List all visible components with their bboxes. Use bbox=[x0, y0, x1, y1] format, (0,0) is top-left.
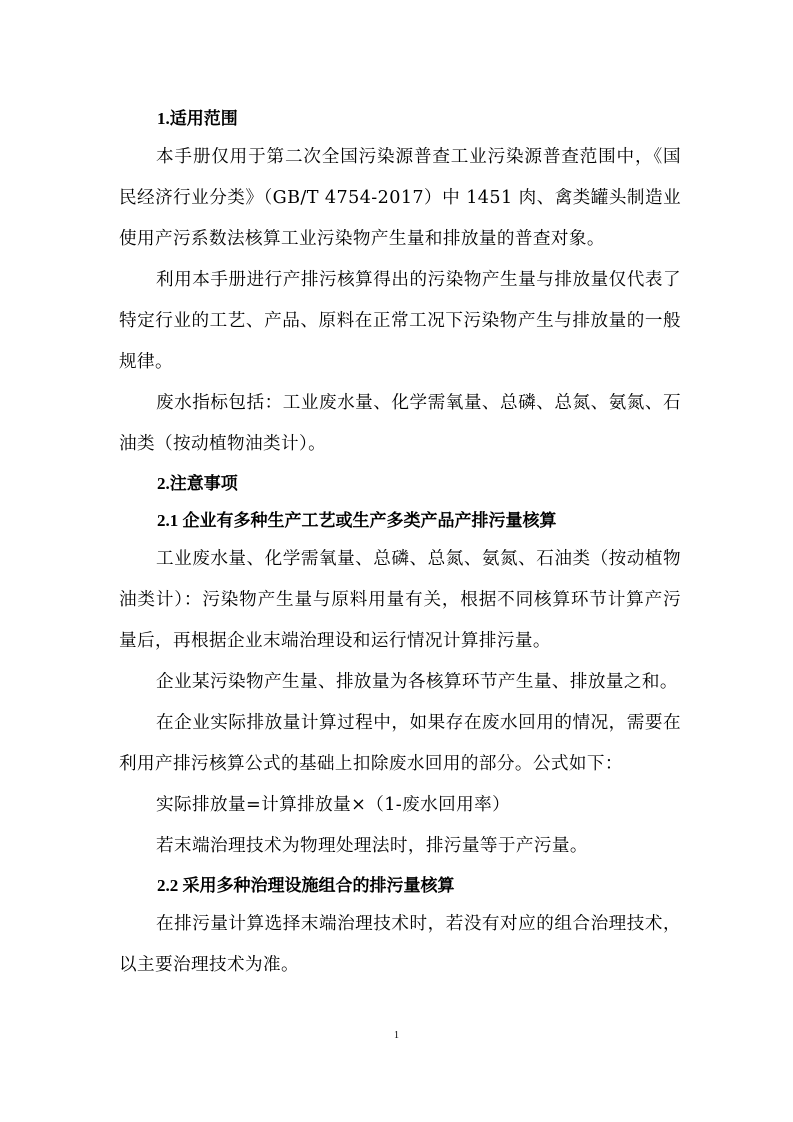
para-formula: 实际排放量=计算排放量×（1-废水回用率） bbox=[156, 795, 511, 815]
para-scope-3: 废水指标包括：工业废水量、化学需氧量、总磷、总氮、氨氮、石油类（按动植物油类计）。 bbox=[119, 393, 681, 454]
para-notes-5: 在排污量计算选择末端治理技术时，若没有对应的组合治理技术，以主要治理技术为准。 bbox=[119, 914, 681, 975]
heading-notes-2-2: 2.2 采用多种治理设施组合的排污量核算 bbox=[157, 876, 455, 895]
heading-notes: 2.注意事项 bbox=[157, 474, 238, 493]
document-body bbox=[119, 100, 681, 986]
para-notes-2: 企业某污染物产生量、排放量为各核算环节产生量、排放量之和。 bbox=[156, 672, 678, 692]
para-scope-2: 利用本手册进行产排污核算得出的污染物产生量与排放量仅代表了特定行业的工艺、产品、原料在正常工况下污染物产生与排放量的一般规律。 bbox=[119, 270, 681, 372]
para-notes-4: 若末端治理技术为物理处理法时，排污量等于产污量。 bbox=[156, 836, 588, 856]
para-scope-1: 本手册仅用于第二次全国污染源普查工业污染源普查范围中，《国民经济行业分类》（GB/T 4754-2017）中 1451 肉、禽类罐头制造业使用产污系数法核算工业污染物产生量和排放量的普查对象。 bbox=[119, 147, 681, 249]
para-notes-1: 工业废水量、化学需氧量、总磷、总氮、氨氮、石油类（按动植物油类计）：污染物产生量与原料用量有关，根据不同核算环节计算产污量后，再根据企业末端治理设和运行情况计算排污量。 bbox=[119, 549, 681, 651]
page-number: 1 bbox=[394, 1030, 399, 1041]
heading-notes-2-1: 2.1 企业有多种生产工艺或生产多类产品产排污量核算 bbox=[157, 511, 557, 530]
para-notes-3: 在企业实际排放量计算过程中，如果存在废水回用的情况，需要在利用产排污核算公式的基础上扣除废水回用的部分。公式如下： bbox=[119, 713, 681, 774]
heading-scope: 1.适用范围 bbox=[157, 109, 238, 128]
